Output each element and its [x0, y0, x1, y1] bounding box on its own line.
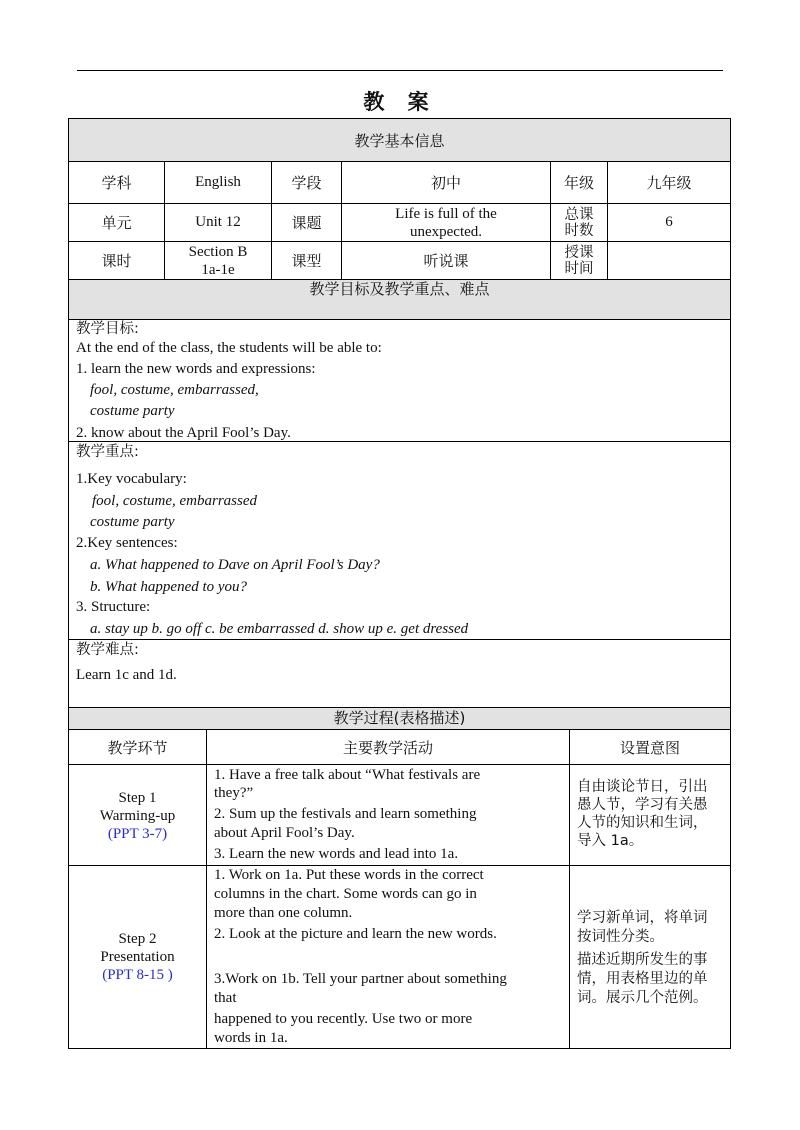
- difficulty-heading: 教学难点:: [76, 642, 139, 658]
- step1-activity-line: 2. Sum up the festivals and learn something: [214, 806, 477, 822]
- basic-info-header-text: 教学基本信息: [354, 131, 445, 150]
- process-col-intent: 设置意图: [569, 729, 731, 765]
- cell-total-hours-value: 6: [607, 203, 731, 242]
- cell-stage-value: 初中: [341, 161, 551, 204]
- top-rule: [77, 70, 723, 71]
- step2-intent-line: 描述近期所发生的事: [577, 952, 708, 968]
- cell-period-label: 课时: [68, 241, 165, 280]
- cell-subject-label: 学科: [68, 161, 165, 204]
- step1-name: Step 1: [118, 790, 157, 806]
- step2-activity-line: 1. Work on 1a. Put these words in the correct: [214, 867, 484, 883]
- goals-line: fool, costume, embarrassed,: [90, 382, 259, 398]
- cell-teach-time-value: [607, 241, 731, 280]
- keypoints-line: b. What happened to you?: [90, 579, 248, 595]
- cell-period-value: Section B 1a-1e: [164, 241, 272, 280]
- keypoints-line: costume party: [90, 514, 175, 530]
- goals-line: 2. know about the April Fool’s Day.: [76, 425, 291, 441]
- step1-intent-line: 自由谈论节日，引出: [577, 779, 708, 795]
- step1-activity-line: about April Fool’s Day.: [214, 825, 355, 841]
- step2-name: Step 2: [118, 931, 157, 947]
- step2-activity-line: that: [214, 990, 237, 1006]
- keypoints-line: 3. Structure:: [76, 599, 151, 615]
- document-title: 教 案: [363, 90, 437, 114]
- difficulty-line: Learn 1c and 1d.: [76, 667, 177, 683]
- cell-total-hours-label: 总课 时数: [550, 203, 608, 242]
- step1-name: Warming-up: [99, 808, 176, 824]
- process-header: [68, 707, 731, 730]
- step2-activity-line: columns in the chart. Some words can go in: [214, 886, 477, 902]
- process-col-activity: 主要教学活动: [206, 729, 570, 765]
- step1-activity-line: they?”: [214, 785, 254, 801]
- step2-activity-line: 3.Work on 1b. Tell your partner about something: [214, 971, 507, 987]
- basic-info-header: [68, 118, 731, 162]
- objectives-header-text: 教学目标及教学重点、难点: [309, 280, 490, 298]
- step1-intent-line: 人节的知识和生词，: [577, 815, 708, 831]
- cell-grade-value: 九年级: [607, 161, 731, 204]
- step1-ppt: (PPT 3-7): [107, 826, 168, 842]
- cell-subject-value: English: [164, 161, 272, 204]
- step1-activity-line: 1. Have a free talk about “What festivals are: [214, 767, 481, 783]
- cell-grade-label: 年级: [550, 161, 608, 204]
- step2-activity-line: happened to you recently. Use two or more: [214, 1011, 473, 1027]
- keypoints-heading: 教学重点:: [76, 444, 139, 460]
- keypoints-line: 1.Key vocabulary:: [76, 471, 187, 487]
- cell-unit-label: 单元: [68, 203, 165, 242]
- goals-line: 1. learn the new words and expressions:: [76, 361, 316, 377]
- process-header-text: 教学过程(表格描述): [333, 709, 466, 727]
- cell-topic-label: 课题: [271, 203, 342, 242]
- step2-name: Presentation: [100, 949, 175, 965]
- keypoints-line: fool, costume, embarrassed: [92, 493, 257, 509]
- keypoints-line: a. stay up b. go off c. be embarrassed d. show up e. get dressed: [90, 621, 469, 637]
- step2-intent-line: 词。展示几个范例。: [577, 990, 708, 1006]
- step1-intent-line: 愚人节，学习有关愚: [577, 797, 708, 813]
- step2-ppt: (PPT 8-15 ): [102, 967, 173, 983]
- step1-activity-line: 3. Learn the new words and lead into 1a.: [214, 846, 459, 862]
- step2-intent-line: 按词性分类。: [577, 929, 664, 945]
- cell-type-value: 听说课: [341, 241, 551, 280]
- cell-topic-value: Life is full of the unexpected.: [341, 203, 551, 242]
- cell-type-label: 课型: [271, 241, 342, 280]
- objectives-header: [68, 279, 731, 320]
- cell-teach-time-label: 授课 时间: [550, 241, 608, 280]
- goals-line: costume party: [90, 403, 175, 419]
- goals-heading: 教学目标:: [76, 321, 139, 337]
- cell-stage-label: 学段: [271, 161, 342, 204]
- step1-intent-line: 导入 1a。: [577, 833, 644, 849]
- step2-activity-line: words in 1a.: [214, 1030, 288, 1046]
- goals-line: At the end of the class, the students will be able to:: [76, 340, 382, 356]
- cell-unit-value: Unit 12: [164, 203, 272, 242]
- step2-intent-line: 情，用表格里边的单: [577, 971, 708, 987]
- keypoints-line: a. What happened to Dave on April Fool’s Day?: [90, 557, 380, 573]
- process-col-step: 教学环节: [68, 729, 207, 765]
- step2-activity-line: 2. Look at the picture and learn the new words.: [214, 926, 497, 942]
- step2-intent-line: 学习新单词，将单词: [577, 910, 708, 926]
- step2-activity-line: more than one column.: [214, 905, 353, 921]
- keypoints-line: 2.Key sentences:: [76, 535, 178, 551]
